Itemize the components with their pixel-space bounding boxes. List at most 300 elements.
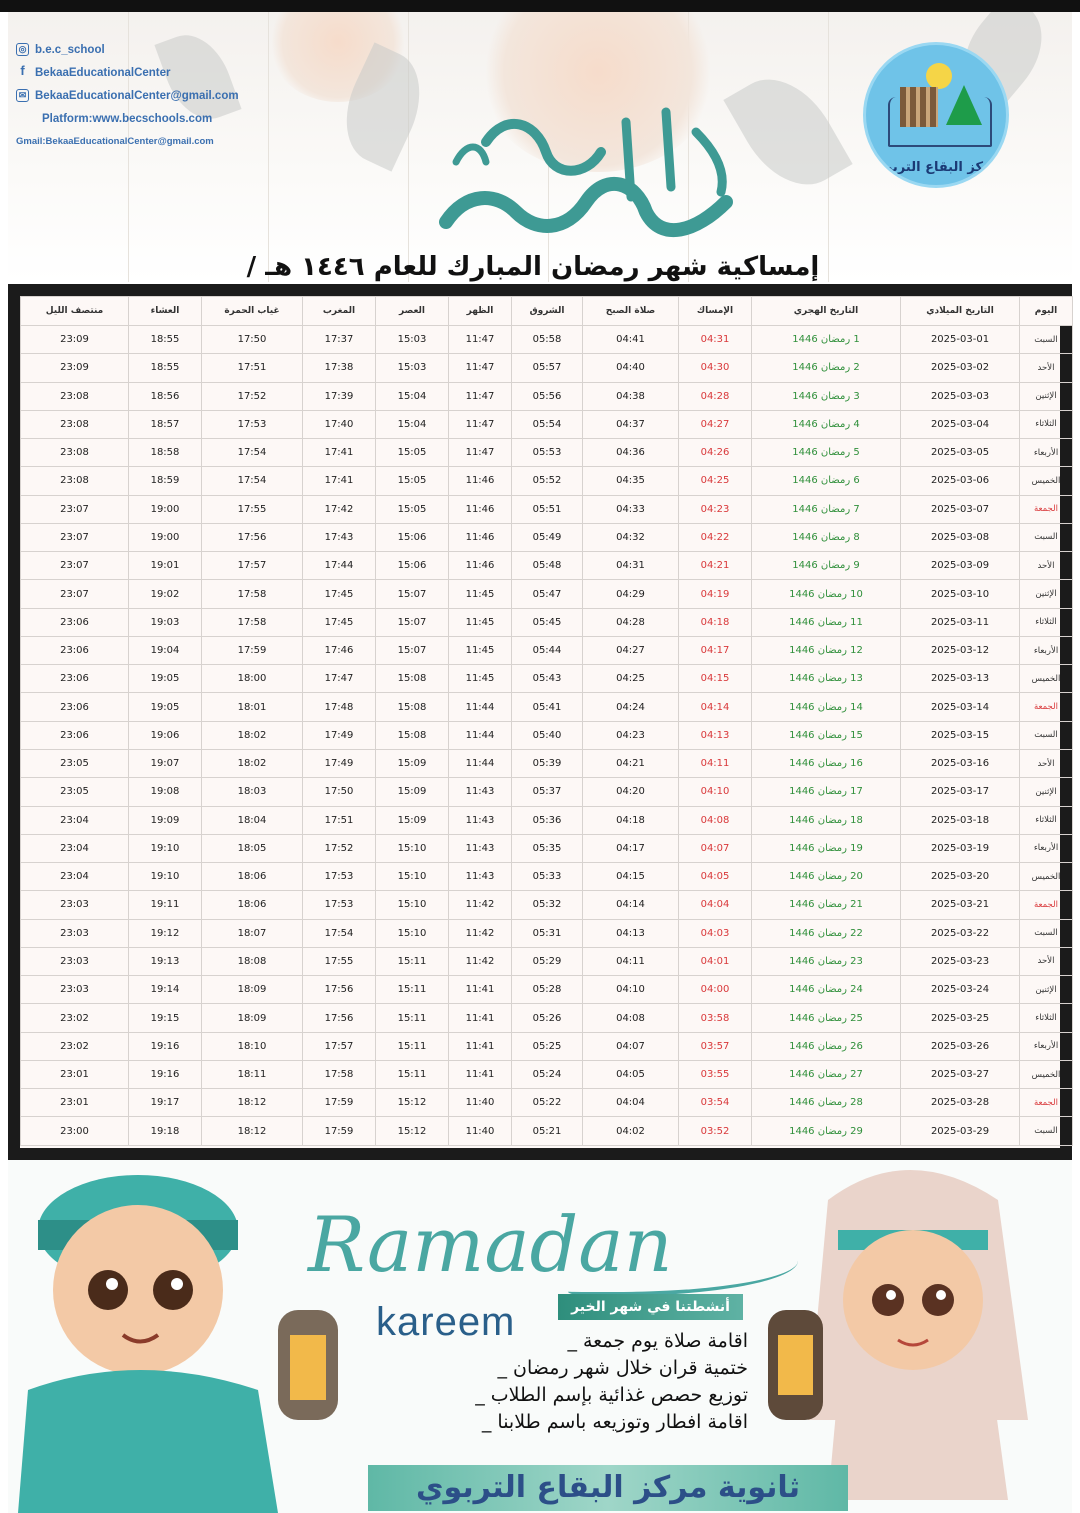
cell-maghrib: 17:59 (303, 1117, 376, 1146)
cell-greg: 2025-03-17 (901, 778, 1020, 806)
cell-isha: 19:08 (129, 778, 202, 806)
cell-midnight: 23:03 (21, 976, 129, 1004)
cell-midnight: 23:04 (21, 863, 129, 891)
cell-redset: 17:58 (202, 608, 303, 636)
cell-midnight: 23:06 (21, 665, 129, 693)
cell-midnight: 23:06 (21, 636, 129, 664)
table-row (21, 976, 1073, 1004)
cell-dhuhr: 11:47 (449, 326, 512, 354)
cell-redset: 18:05 (202, 834, 303, 862)
cell-sunrise: 05:57 (512, 354, 583, 382)
contact-facebook[interactable] (16, 61, 286, 84)
cell-hijri: 29 رمضان 1446 (752, 1117, 901, 1146)
column-header: العشاء (129, 297, 202, 326)
table-row (21, 891, 1073, 919)
cell-day: الجمعة (1020, 891, 1073, 919)
cell-imsak: 03:52 (679, 1117, 752, 1146)
cell-fajr: 04:21 (583, 749, 679, 777)
cell-dhuhr: 11:43 (449, 834, 512, 862)
cell-greg: 2025-03-24 (901, 976, 1020, 1004)
cell-midnight: 23:01 (21, 1060, 129, 1088)
cell-fajr: 04:13 (583, 919, 679, 947)
cell-isha: 19:02 (129, 580, 202, 608)
cell-asr: 15:08 (376, 693, 449, 721)
cell-isha: 19:18 (129, 1117, 202, 1146)
cell-asr: 15:08 (376, 721, 449, 749)
cell-dhuhr: 11:45 (449, 665, 512, 693)
cell-sunrise: 05:32 (512, 891, 583, 919)
cell-isha: 19:13 (129, 947, 202, 975)
cell-dhuhr: 11:41 (449, 1032, 512, 1060)
cell-maghrib: 17:51 (303, 806, 376, 834)
cell-fajr: 04:05 (583, 1060, 679, 1088)
cell-dhuhr: 11:47 (449, 439, 512, 467)
cell-midnight: 23:07 (21, 580, 129, 608)
cell-dhuhr: 11:47 (449, 410, 512, 438)
cell-maghrib: 17:49 (303, 721, 376, 749)
cell-midnight: 23:09 (21, 326, 129, 354)
cell-midnight: 23:06 (21, 721, 129, 749)
cell-day: السبت (1020, 721, 1073, 749)
column-header: العصر (376, 297, 449, 326)
cell-hijri: 17 رمضان 1446 (752, 778, 901, 806)
cell-day: الإثنين (1020, 778, 1073, 806)
cell-dhuhr: 11:44 (449, 693, 512, 721)
cell-asr: 15:04 (376, 410, 449, 438)
cell-redset: 18:08 (202, 947, 303, 975)
cell-sunrise: 05:28 (512, 976, 583, 1004)
cell-maghrib: 17:50 (303, 778, 376, 806)
cell-asr: 15:10 (376, 891, 449, 919)
cell-midnight: 23:07 (21, 523, 129, 551)
cell-greg: 2025-03-12 (901, 636, 1020, 664)
cell-greg: 2025-03-28 (901, 1089, 1020, 1117)
cell-dhuhr: 11:46 (449, 467, 512, 495)
cell-asr: 15:12 (376, 1089, 449, 1117)
cell-hijri: 24 رمضان 1446 (752, 976, 901, 1004)
logo-text: مركز البقاع التربوي (872, 160, 1000, 175)
cell-dhuhr: 11:40 (449, 1089, 512, 1117)
cell-midnight: 23:04 (21, 834, 129, 862)
cell-dhuhr: 11:45 (449, 580, 512, 608)
cell-day: الأربعاء (1020, 636, 1073, 664)
table-row (21, 834, 1073, 862)
cell-hijri: 15 رمضان 1446 (752, 721, 901, 749)
cell-dhuhr: 11:45 (449, 636, 512, 664)
cell-asr: 15:09 (376, 778, 449, 806)
cell-redset: 18:11 (202, 1060, 303, 1088)
cell-maghrib: 17:52 (303, 834, 376, 862)
cell-redset: 17:59 (202, 636, 303, 664)
cell-hijri: 28 رمضان 1446 (752, 1089, 901, 1117)
cell-midnight: 23:00 (21, 1117, 129, 1146)
cell-hijri: 25 رمضان 1446 (752, 1004, 901, 1032)
table-row (21, 693, 1073, 721)
table-row (21, 495, 1073, 523)
cell-day: الإثنين (1020, 580, 1073, 608)
cell-sunrise: 05:26 (512, 1004, 583, 1032)
contact-list (16, 38, 286, 153)
cell-imsak: 04:14 (679, 693, 752, 721)
cell-maghrib: 17:48 (303, 693, 376, 721)
cell-hijri: 2 رمضان 1446 (752, 354, 901, 382)
cell-greg: 2025-03-05 (901, 439, 1020, 467)
cell-imsak: 04:21 (679, 552, 752, 580)
cell-greg: 2025-03-08 (901, 523, 1020, 551)
cell-midnight: 23:05 (21, 778, 129, 806)
cell-sunrise: 05:31 (512, 919, 583, 947)
cell-greg: 2025-03-11 (901, 608, 1020, 636)
cell-maghrib: 17:38 (303, 354, 376, 382)
contact-gmail[interactable] (16, 130, 286, 153)
table-row (21, 410, 1073, 438)
column-header: التاريخ الميلادي (901, 297, 1020, 326)
cell-greg: 2025-03-14 (901, 693, 1020, 721)
cell-greg: 2025-03-20 (901, 863, 1020, 891)
cell-isha: 18:55 (129, 354, 202, 382)
table-row (21, 580, 1073, 608)
cell-asr: 15:11 (376, 1032, 449, 1060)
cell-redset: 17:58 (202, 580, 303, 608)
cell-imsak: 04:05 (679, 863, 752, 891)
cell-day: الجمعة (1020, 495, 1073, 523)
cell-maghrib: 17:47 (303, 665, 376, 693)
cell-imsak: 03:54 (679, 1089, 752, 1117)
cell-asr: 15:04 (376, 382, 449, 410)
cell-fajr: 04:11 (583, 947, 679, 975)
cell-midnight: 23:06 (21, 608, 129, 636)
cell-fajr: 04:37 (583, 410, 679, 438)
cell-imsak: 04:03 (679, 919, 752, 947)
table-row (21, 665, 1073, 693)
wood-plank-line (408, 12, 409, 282)
cell-isha: 19:07 (129, 749, 202, 777)
cell-sunrise: 05:48 (512, 552, 583, 580)
cell-day: الثلاثاء (1020, 608, 1073, 636)
cell-midnight: 23:08 (21, 439, 129, 467)
activity-item: اقامة صلاة يوم جمعة _ (567, 1330, 748, 1352)
cell-isha: 19:00 (129, 495, 202, 523)
cell-greg: 2025-03-03 (901, 382, 1020, 410)
cell-maghrib: 17:42 (303, 495, 376, 523)
cell-asr: 15:05 (376, 495, 449, 523)
cell-imsak: 04:22 (679, 523, 752, 551)
cell-dhuhr: 11:47 (449, 354, 512, 382)
cell-isha: 19:17 (129, 1089, 202, 1117)
cell-hijri: 21 رمضان 1446 (752, 891, 901, 919)
cell-maghrib: 17:37 (303, 326, 376, 354)
cell-maghrib: 17:56 (303, 1004, 376, 1032)
cell-asr: 15:06 (376, 523, 449, 551)
cell-dhuhr: 11:46 (449, 552, 512, 580)
cell-redset: 17:54 (202, 467, 303, 495)
cell-imsak: 04:23 (679, 495, 752, 523)
cell-sunrise: 05:45 (512, 608, 583, 636)
cell-fajr: 04:20 (583, 778, 679, 806)
cell-dhuhr: 11:44 (449, 721, 512, 749)
cell-imsak: 04:18 (679, 608, 752, 636)
cell-day: السبت (1020, 1117, 1073, 1146)
cell-asr: 15:10 (376, 919, 449, 947)
cell-midnight: 23:03 (21, 919, 129, 947)
cell-isha: 19:04 (129, 636, 202, 664)
cell-asr: 15:10 (376, 863, 449, 891)
cell-day: الجمعة (1020, 693, 1073, 721)
poster-header (8, 12, 1072, 282)
table-row (21, 1117, 1073, 1146)
cell-asr: 15:10 (376, 834, 449, 862)
cell-imsak: 04:15 (679, 665, 752, 693)
cell-maghrib: 17:55 (303, 947, 376, 975)
cell-day: السبت (1020, 326, 1073, 354)
cell-imsak: 04:17 (679, 636, 752, 664)
cell-maghrib: 17:53 (303, 891, 376, 919)
cell-day: السبت (1020, 523, 1073, 551)
cell-isha: 19:10 (129, 863, 202, 891)
cell-greg: 2025-03-18 (901, 806, 1020, 834)
cell-hijri: 7 رمضان 1446 (752, 495, 901, 523)
cell-greg: 2025-03-22 (901, 919, 1020, 947)
cell-maghrib: 17:43 (303, 523, 376, 551)
cell-redset: 18:03 (202, 778, 303, 806)
cell-day: الأربعاء (1020, 439, 1073, 467)
cell-redset: 17:52 (202, 382, 303, 410)
table-row (21, 439, 1073, 467)
cell-asr: 15:09 (376, 749, 449, 777)
cell-hijri: 1 رمضان 1446 (752, 326, 901, 354)
cell-fajr: 04:35 (583, 467, 679, 495)
column-header: الظهر (449, 297, 512, 326)
imsakiya-table (20, 296, 1073, 1146)
ramadan-script: Ramadan (308, 1200, 673, 1289)
cell-greg: 2025-03-27 (901, 1060, 1020, 1088)
cell-sunrise: 05:54 (512, 410, 583, 438)
column-header: اليوم (1020, 297, 1073, 326)
cell-midnight: 23:06 (21, 693, 129, 721)
table-row (21, 354, 1073, 382)
cell-fajr: 04:23 (583, 721, 679, 749)
cell-fajr: 04:15 (583, 863, 679, 891)
cell-maghrib: 17:54 (303, 919, 376, 947)
cell-day: الإثنين (1020, 382, 1073, 410)
cell-greg: 2025-03-21 (901, 891, 1020, 919)
cell-greg: 2025-03-02 (901, 354, 1020, 382)
table-body (21, 326, 1073, 1146)
cell-isha: 18:56 (129, 382, 202, 410)
cell-isha: 19:16 (129, 1060, 202, 1088)
cell-midnight: 23:03 (21, 891, 129, 919)
cell-sunrise: 05:21 (512, 1117, 583, 1146)
cell-asr: 15:11 (376, 1060, 449, 1088)
contact-text: BekaaEducationalCenter (35, 66, 171, 79)
cell-day: الثلاثاء (1020, 410, 1073, 438)
cell-hijri: 4 رمضان 1446 (752, 410, 901, 438)
cell-midnight: 23:08 (21, 382, 129, 410)
cell-fajr: 04:08 (583, 1004, 679, 1032)
boy-with-lantern-illustration (8, 1160, 338, 1513)
cell-imsak: 04:27 (679, 410, 752, 438)
cell-sunrise: 05:58 (512, 326, 583, 354)
cell-midnight: 23:07 (21, 495, 129, 523)
cell-greg: 2025-03-10 (901, 580, 1020, 608)
cell-dhuhr: 11:41 (449, 1060, 512, 1088)
cell-midnight: 23:03 (21, 947, 129, 975)
cell-imsak: 04:00 (679, 976, 752, 1004)
cell-fajr: 04:40 (583, 354, 679, 382)
cell-fajr: 04:29 (583, 580, 679, 608)
cell-isha: 18:58 (129, 439, 202, 467)
cell-maghrib: 17:44 (303, 552, 376, 580)
cell-hijri: 9 رمضان 1446 (752, 552, 901, 580)
cell-maghrib: 17:59 (303, 1089, 376, 1117)
instagram-icon: ◎ (16, 43, 29, 56)
cell-redset: 18:00 (202, 665, 303, 693)
cell-greg: 2025-03-25 (901, 1004, 1020, 1032)
cell-maghrib: 17:39 (303, 382, 376, 410)
table-row (21, 608, 1073, 636)
cell-imsak: 04:30 (679, 354, 752, 382)
cell-isha: 19:05 (129, 693, 202, 721)
table-row (21, 863, 1073, 891)
cell-hijri: 8 رمضان 1446 (752, 523, 901, 551)
cell-dhuhr: 11:41 (449, 1004, 512, 1032)
cell-redset: 18:01 (202, 693, 303, 721)
cell-day: الأربعاء (1020, 834, 1073, 862)
cell-greg: 2025-03-23 (901, 947, 1020, 975)
table-row (21, 552, 1073, 580)
book-icon (888, 97, 992, 147)
cell-greg: 2025-03-26 (901, 1032, 1020, 1060)
cell-maghrib: 17:57 (303, 1032, 376, 1060)
cell-redset: 18:06 (202, 891, 303, 919)
contact-text: Gmail:BekaaEducationalCenter@gmail.com (16, 136, 214, 147)
cell-isha: 19:06 (129, 721, 202, 749)
activities-title: أنشطتنا في شهر الخير (558, 1294, 743, 1320)
cell-dhuhr: 11:46 (449, 523, 512, 551)
school-name-band: ثانوية مركز البقاع التربوي (368, 1465, 848, 1511)
cell-isha: 19:15 (129, 1004, 202, 1032)
cell-day: الأحد (1020, 552, 1073, 580)
cell-imsak: 04:08 (679, 806, 752, 834)
activities-list (418, 1328, 748, 1436)
cell-imsak: 04:25 (679, 467, 752, 495)
cell-hijri: 10 رمضان 1446 (752, 580, 901, 608)
cell-imsak: 04:13 (679, 721, 752, 749)
girl-with-lantern-illustration (758, 1160, 1072, 1513)
cell-redset: 18:10 (202, 1032, 303, 1060)
cell-isha: 19:16 (129, 1032, 202, 1060)
cell-hijri: 26 رمضان 1446 (752, 1032, 901, 1060)
cell-imsak: 04:26 (679, 439, 752, 467)
cell-redset: 18:12 (202, 1117, 303, 1146)
cell-hijri: 16 رمضان 1446 (752, 749, 901, 777)
cell-sunrise: 05:39 (512, 749, 583, 777)
table-row (21, 806, 1073, 834)
cell-redset: 17:50 (202, 326, 303, 354)
cell-sunrise: 05:56 (512, 382, 583, 410)
cell-maghrib: 17:45 (303, 580, 376, 608)
contact-instagram[interactable] (16, 38, 286, 61)
contact-platform[interactable] (16, 107, 286, 130)
table-row (21, 749, 1073, 777)
cell-day: الأربعاء (1020, 1032, 1073, 1060)
cell-redset: 18:12 (202, 1089, 303, 1117)
cell-fajr: 04:38 (583, 382, 679, 410)
cell-greg: 2025-03-13 (901, 665, 1020, 693)
cell-sunrise: 05:43 (512, 665, 583, 693)
cell-dhuhr: 11:45 (449, 608, 512, 636)
cell-dhuhr: 11:44 (449, 749, 512, 777)
cell-imsak: 04:07 (679, 834, 752, 862)
cell-sunrise: 05:35 (512, 834, 583, 862)
cell-midnight: 23:09 (21, 354, 129, 382)
cell-isha: 19:01 (129, 552, 202, 580)
cell-sunrise: 05:52 (512, 467, 583, 495)
cell-fajr: 04:31 (583, 552, 679, 580)
column-header: غياب الحمرة (202, 297, 303, 326)
facebook-icon: f (20, 63, 25, 78)
page-title: إمساكية شهر رمضان المبارك للعام ١٤٤٦ هـ / (246, 252, 820, 282)
activity-item: اقامة افطار وتوزيعه باسم طلابنا _ (481, 1411, 748, 1433)
cell-sunrise: 05:44 (512, 636, 583, 664)
cell-midnight: 23:07 (21, 552, 129, 580)
table-row (21, 382, 1073, 410)
cell-dhuhr: 11:40 (449, 1117, 512, 1146)
cell-day: الأحد (1020, 354, 1073, 382)
table-row (21, 326, 1073, 354)
cell-sunrise: 05:47 (512, 580, 583, 608)
cell-midnight: 23:08 (21, 410, 129, 438)
cell-fajr: 04:32 (583, 523, 679, 551)
cell-hijri: 12 رمضان 1446 (752, 636, 901, 664)
timetable-container (20, 296, 1060, 1148)
cell-asr: 15:11 (376, 947, 449, 975)
timetable-frame (8, 284, 1072, 1160)
cell-asr: 15:11 (376, 976, 449, 1004)
cell-greg: 2025-03-01 (901, 326, 1020, 354)
cell-isha: 19:12 (129, 919, 202, 947)
column-header: منتصف الليل (21, 297, 129, 326)
cell-fajr: 04:28 (583, 608, 679, 636)
cell-sunrise: 05:40 (512, 721, 583, 749)
cell-dhuhr: 11:43 (449, 778, 512, 806)
cell-dhuhr: 11:46 (449, 495, 512, 523)
cell-fajr: 04:24 (583, 693, 679, 721)
contact-email[interactable] (16, 84, 286, 107)
mail-icon: ✉ (16, 89, 29, 102)
cell-asr: 15:03 (376, 326, 449, 354)
cell-hijri: 13 رمضان 1446 (752, 665, 901, 693)
cell-greg: 2025-03-19 (901, 834, 1020, 862)
cell-midnight: 23:08 (21, 467, 129, 495)
cell-hijri: 3 رمضان 1446 (752, 382, 901, 410)
cell-imsak: 04:28 (679, 382, 752, 410)
cell-imsak: 03:55 (679, 1060, 752, 1088)
cell-hijri: 19 رمضان 1446 (752, 834, 901, 862)
activity-item: ختمية قران خلال شهر رمضان _ (497, 1357, 748, 1379)
cell-midnight: 23:02 (21, 1004, 129, 1032)
cell-redset: 18:09 (202, 976, 303, 1004)
cell-hijri: 5 رمضان 1446 (752, 439, 901, 467)
cell-imsak: 03:58 (679, 1004, 752, 1032)
cell-day: الثلاثاء (1020, 1004, 1073, 1032)
cell-maghrib: 17:41 (303, 439, 376, 467)
cell-greg: 2025-03-04 (901, 410, 1020, 438)
cell-hijri: 14 رمضان 1446 (752, 693, 901, 721)
cell-asr: 15:07 (376, 636, 449, 664)
column-header: التاريخ الهجري (752, 297, 901, 326)
table-row (21, 947, 1073, 975)
